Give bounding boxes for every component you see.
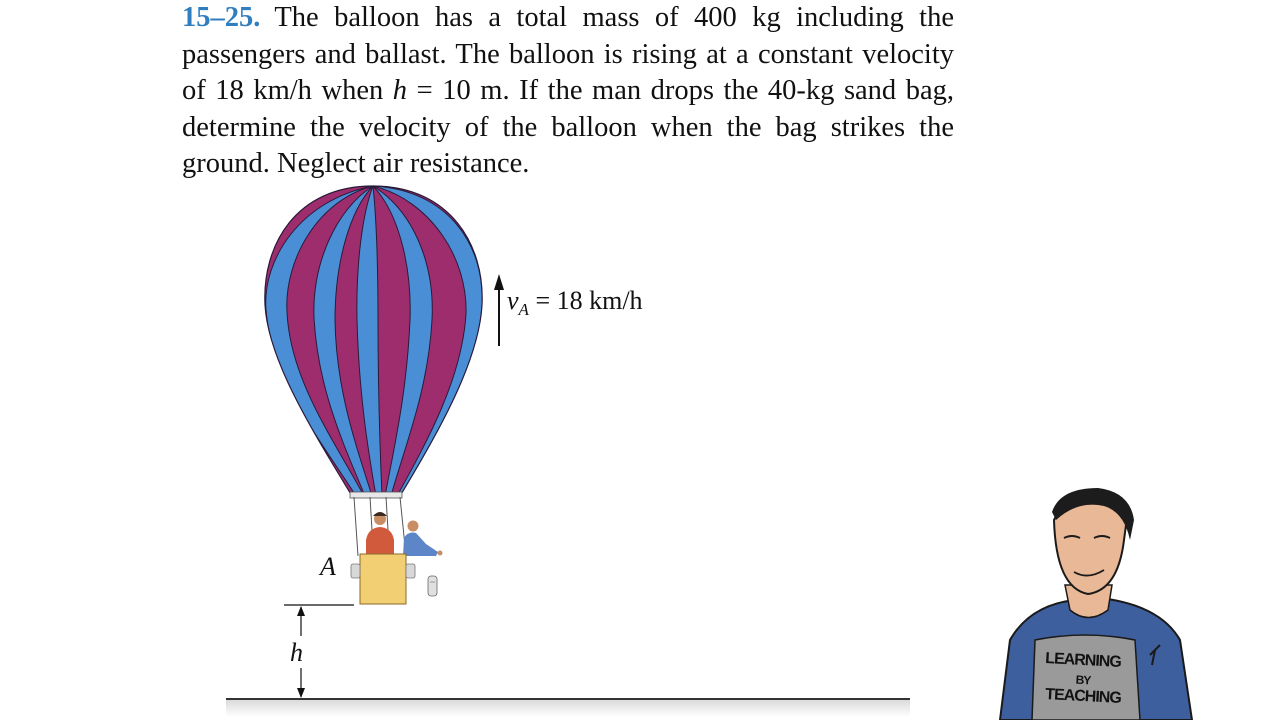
- sand-bag-icon: [428, 576, 437, 596]
- balloon-envelope: [265, 186, 482, 498]
- velocity-value: = 18 km/h: [535, 286, 643, 315]
- problem-text-part2: = 10 m. If the man drops the 40-kg sand bag, determine the velocity of the balloon when the bag strikes the ground. Neglect air resistance.: [182, 75, 955, 179]
- height-label: h: [290, 638, 303, 667]
- ground-line: [226, 699, 910, 717]
- point-a-label: A: [320, 552, 336, 581]
- mascot-shirt-text-by: BY: [1075, 672, 1091, 688]
- balloon-basket: [351, 554, 415, 604]
- velocity-subscript: A: [518, 300, 529, 319]
- mascot-shirt-text-learning: LEARNING: [1044, 650, 1122, 671]
- problem-text-part1: The balloon has a total mass of 400 kg including the passengers and ballast. The balloon is rising at a constant velocity of 18 km/h when: [182, 2, 954, 106]
- mascot-shirt-text-teaching: TEACHING: [1044, 686, 1122, 707]
- velocity-label: [507, 286, 643, 320]
- height-arrow-top: [297, 606, 305, 616]
- velocity-symbol: v: [507, 286, 519, 315]
- variable-h: h: [392, 75, 408, 106]
- height-arrow-bottom: [297, 688, 305, 698]
- velocity-arrow: [494, 274, 504, 346]
- problem-number: 15–25.: [182, 2, 261, 33]
